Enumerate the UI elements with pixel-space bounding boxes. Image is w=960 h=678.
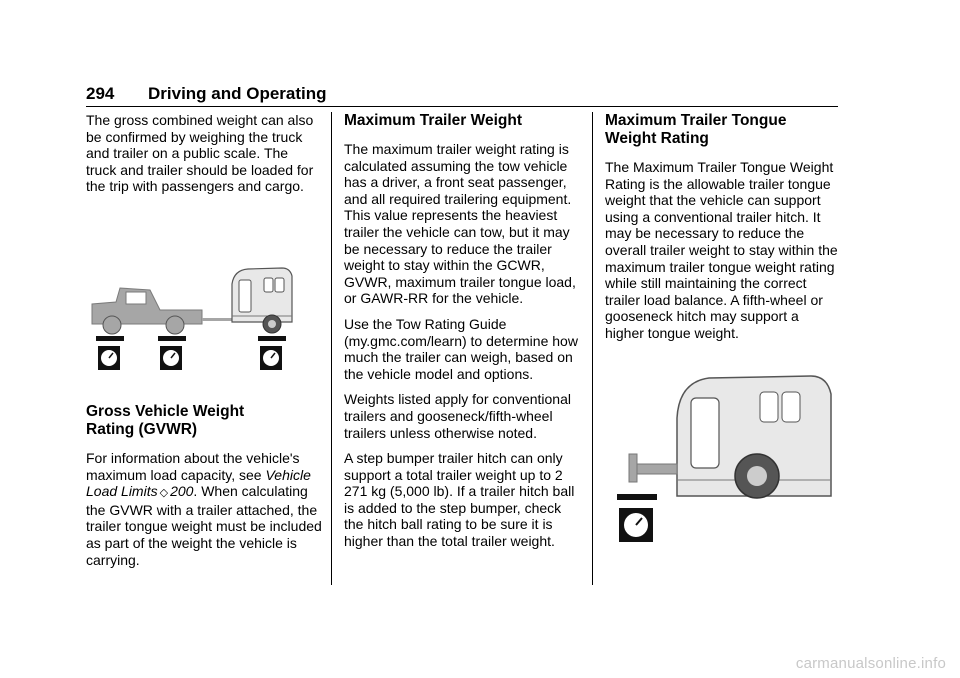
page-header [86,84,838,107]
column-divider [592,112,593,585]
gvwr-heading [86,403,322,439]
tongue-weight-heading [605,112,840,148]
page-ref-arrow-icon: ◇ [159,487,169,500]
gvwr-heading-line-1: Gross Vehicle Weight [86,402,245,420]
page-ref-number[interactable]: 200 [170,483,194,500]
gvwr-heading-line-2: Rating (GVWR) [86,420,198,438]
column-3 [605,112,840,351]
tongue-heading-line-2: Weight Rating [605,130,709,147]
page-number: 294 [86,84,115,103]
gvwr-text-a: For information about the vehicle's maximum load capacity, see [86,449,300,483]
gvwr-paragraph [86,450,322,568]
max-trailer-weight-p3: Weights listed apply for conventional trailers and gooseneck/fifth-wheel trailers unless otherwise noted. [344,391,571,441]
watermark: carmanualsonline.info [795,655,946,672]
column-2 [344,112,582,559]
vehicle-load-limits-link[interactable]: Vehicle Load Limits [86,466,311,500]
tongue-weight-paragraph: The Maximum Trailer Tongue Weight Rating is the allowable trailer tongue weight that the vehicle can support using a conventional trailer hitch. It may be necessary to reduce the overall trailer weight to stay within the maximum trailer tongue weight rating while still maintaining the correct trailer load balance. A fifth-wheel or gooseneck hitch may support a higher tongue weight. [605,159,838,341]
section-title: Driving and Operating [148,84,327,103]
max-trailer-weight-p4: A step bumper trailer hitch can only support a total trailer weight up to 2 271 kg (5,000 lb). If a trailer hitch ball is added to the step bumper, check the hitch ball rating to be sure it is higher than the total trailer weight. [344,450,575,550]
max-trailer-weight-p2: Use the Tow Rating Guide (my.gmc.com/learn) to determine how much the trailer can weigh, based on the vehicle model and options. [344,315,578,382]
trailer-tongue-scale-illustration [605,368,840,546]
column-divider [331,112,332,585]
tongue-heading-line-1: Maximum Trailer Tongue [605,112,787,129]
intro-paragraph: The gross combined weight can also be confirmed by weighing the truck and trailer on a public scale. The truck and trailer should be loaded for the trip with passengers and cargo. [86,112,314,195]
max-trailer-weight-p1: The maximum trailer weight rating is calculated assuming the tow vehicle has a driver, a front seat passenger, and all required trailering equipment. This value represents the heaviest trailer the vehicle can tow, but it may be necessary to reduce the trailer weight to stay within the GCWR, GVWR, maximum trailer tongue load, or GAWR-RR for the vehicle. [344,141,576,307]
max-trailer-weight-heading: Maximum Trailer Weight [344,112,523,129]
truck-trailer-scales-illustration [86,258,324,378]
gvwr-text-b: . When calculating the GVWR with a trailer attached, the trailer tongue weight must be included as part of the weight the vehicle is carrying. [86,483,322,568]
